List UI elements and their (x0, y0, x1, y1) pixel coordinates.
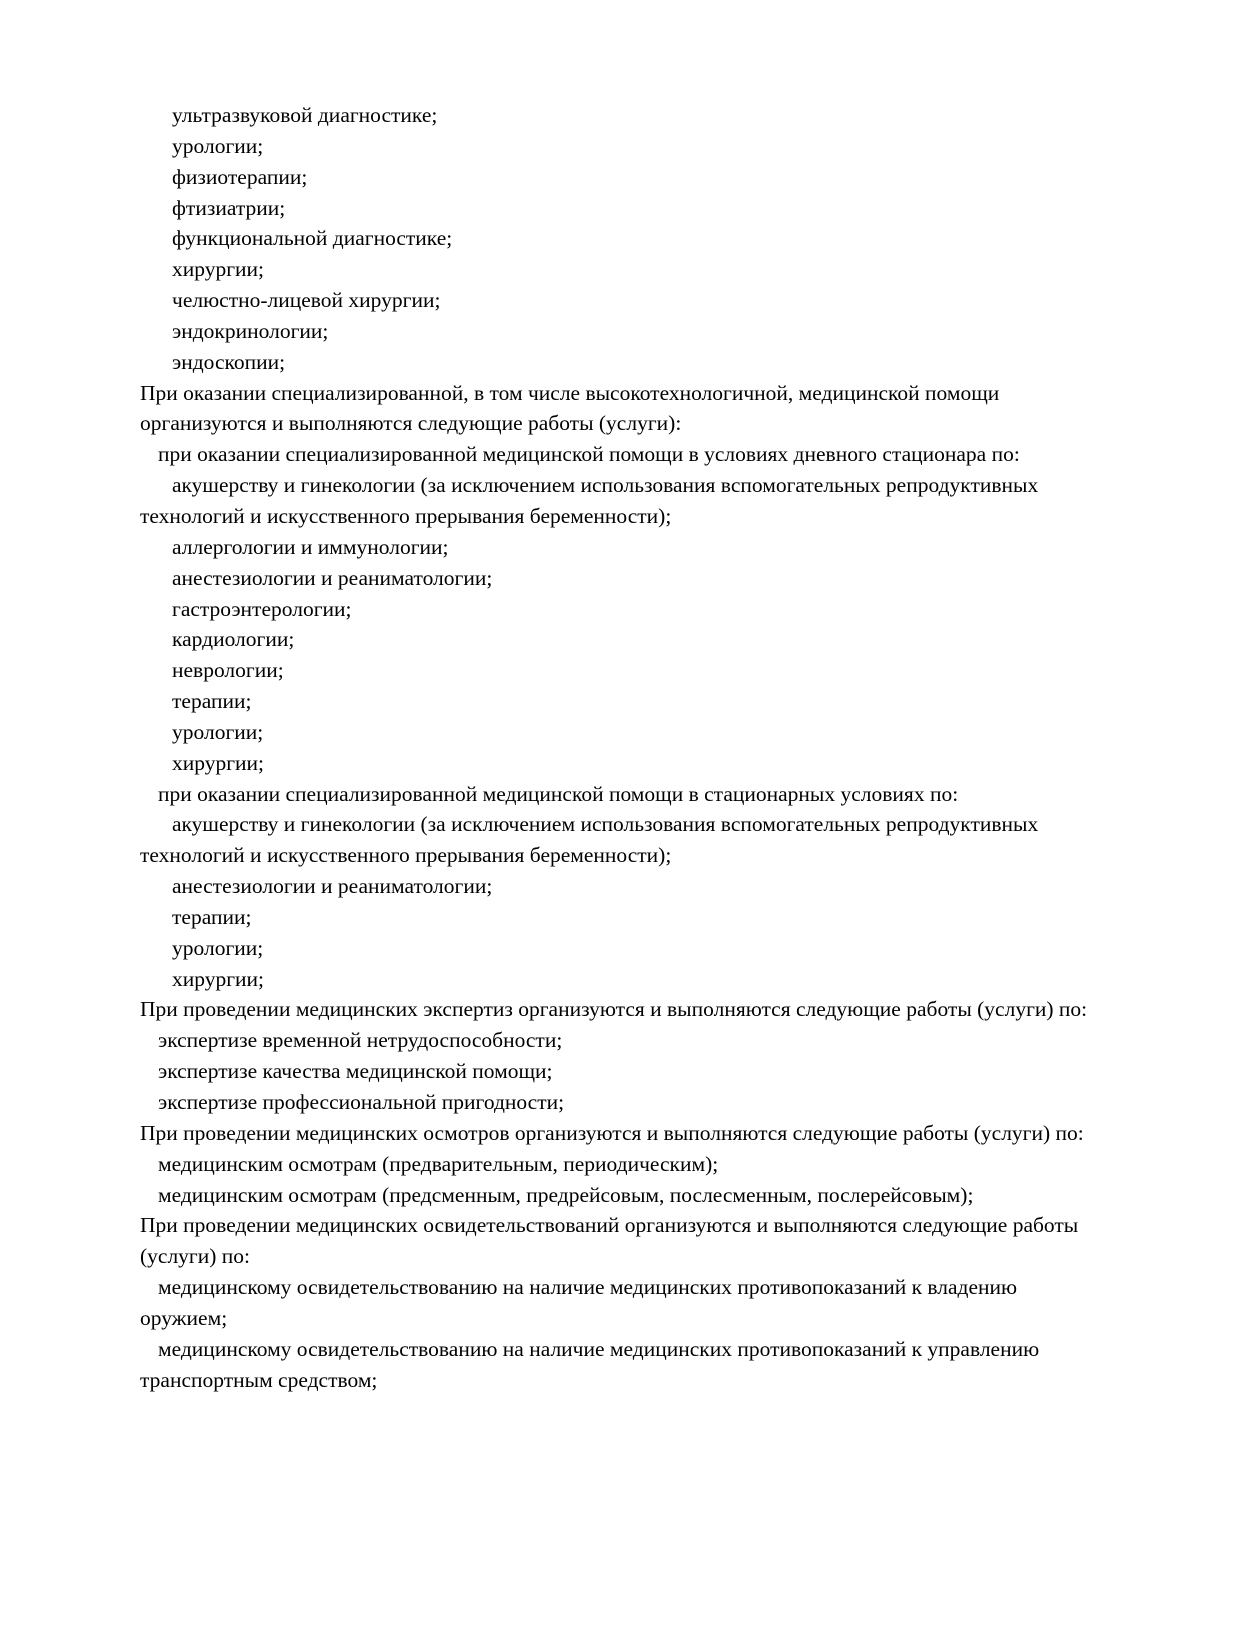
document-paragraph: хирургии; (172, 750, 265, 775)
document-paragraph: При оказании специализированной, в том числе высокотехнологичной, медицинской помощи организуются и выполняются следующие работы (услуги): (140, 380, 1005, 436)
document-paragraph: При проведении медицинских осмотров организуются и выполняются следующие работы (услуги) по: (140, 1120, 1084, 1145)
document-paragraph: аллергологии и иммунологии; (172, 534, 449, 559)
document-paragraph: медицинским осмотрам (предварительным, периодическим); (158, 1151, 719, 1176)
document-paragraph: эндокринологии; (172, 318, 329, 343)
document-paragraph: урологии; (172, 719, 264, 744)
document-paragraph: При проведении медицинских экспертиз организуются и выполняются следующие работы (услуги) по: (140, 997, 1088, 1022)
document-paragraph: функциональной диагностике; (172, 226, 453, 251)
document-paragraph: гастроэнтерологии; (172, 596, 352, 621)
document-paragraph: экспертизе качества медицинской помощи; (158, 1059, 553, 1084)
document-paragraph: челюстно-лицевой хирургии; (172, 288, 441, 313)
document-paragraph: физиотерапии; (172, 164, 308, 189)
document-paragraph: экспертизе временной нетрудоспособности; (158, 1028, 563, 1053)
document-paragraph: терапии; (172, 904, 252, 929)
document-paragraph: урологии; (172, 133, 264, 158)
document-paragraph: акушерству и гинекологии (за исключением использования вспомогательных репродуктивных технологий и искусственного прерывания беременности); (140, 473, 1044, 528)
document-paragraph: анестезиологии и реаниматологии; (172, 874, 493, 899)
document-paragraph: хирургии; (172, 257, 265, 282)
document-paragraph: при оказании специализированной медицинской помощи в условиях дневного стационара по: (158, 442, 1020, 467)
document-paragraph: фтизиатрии; (172, 195, 286, 220)
document-paragraph: хирургии; (172, 966, 265, 991)
document-paragraph: неврологии; (172, 658, 284, 683)
document-paragraph: терапии; (172, 689, 252, 714)
document-paragraph: ультразвуковой диагностике; (172, 103, 438, 127)
document-paragraph: при оказании специализированной медицинской помощи в стационарных условиях по: (158, 781, 959, 806)
document-paragraph: медицинскому освидетельствованию на наличие медицинских противопоказаний к управлению транспортным средством; (140, 1336, 1045, 1392)
document-paragraph: экспертизе профессиональной пригодности; (158, 1090, 565, 1114)
document-paragraph: кардиологии; (172, 627, 295, 652)
document-paragraph: При проведении медицинских освидетельствований организуются и выполняются следующие работы (услуги) по: (140, 1213, 1084, 1269)
document-paragraph: акушерству и гинекологии (за исключением использования вспомогательных репродуктивных технологий и искусственного прерывания беременности); (140, 812, 1044, 868)
document-paragraph: урологии; (172, 935, 264, 960)
document-paragraph: медицинскому освидетельствованию на наличие медицинских противопоказаний к владению оружием; (140, 1275, 1023, 1330)
document-paragraph: эндоскопии; (172, 349, 286, 374)
document-paragraph: медицинским осмотрам (предсменным, предрейсовым, послесменным, послерейсовым); (158, 1182, 974, 1207)
document-body (140, 100, 1100, 1395)
document-paragraph: анестезиологии и реаниматологии; (172, 565, 493, 590)
